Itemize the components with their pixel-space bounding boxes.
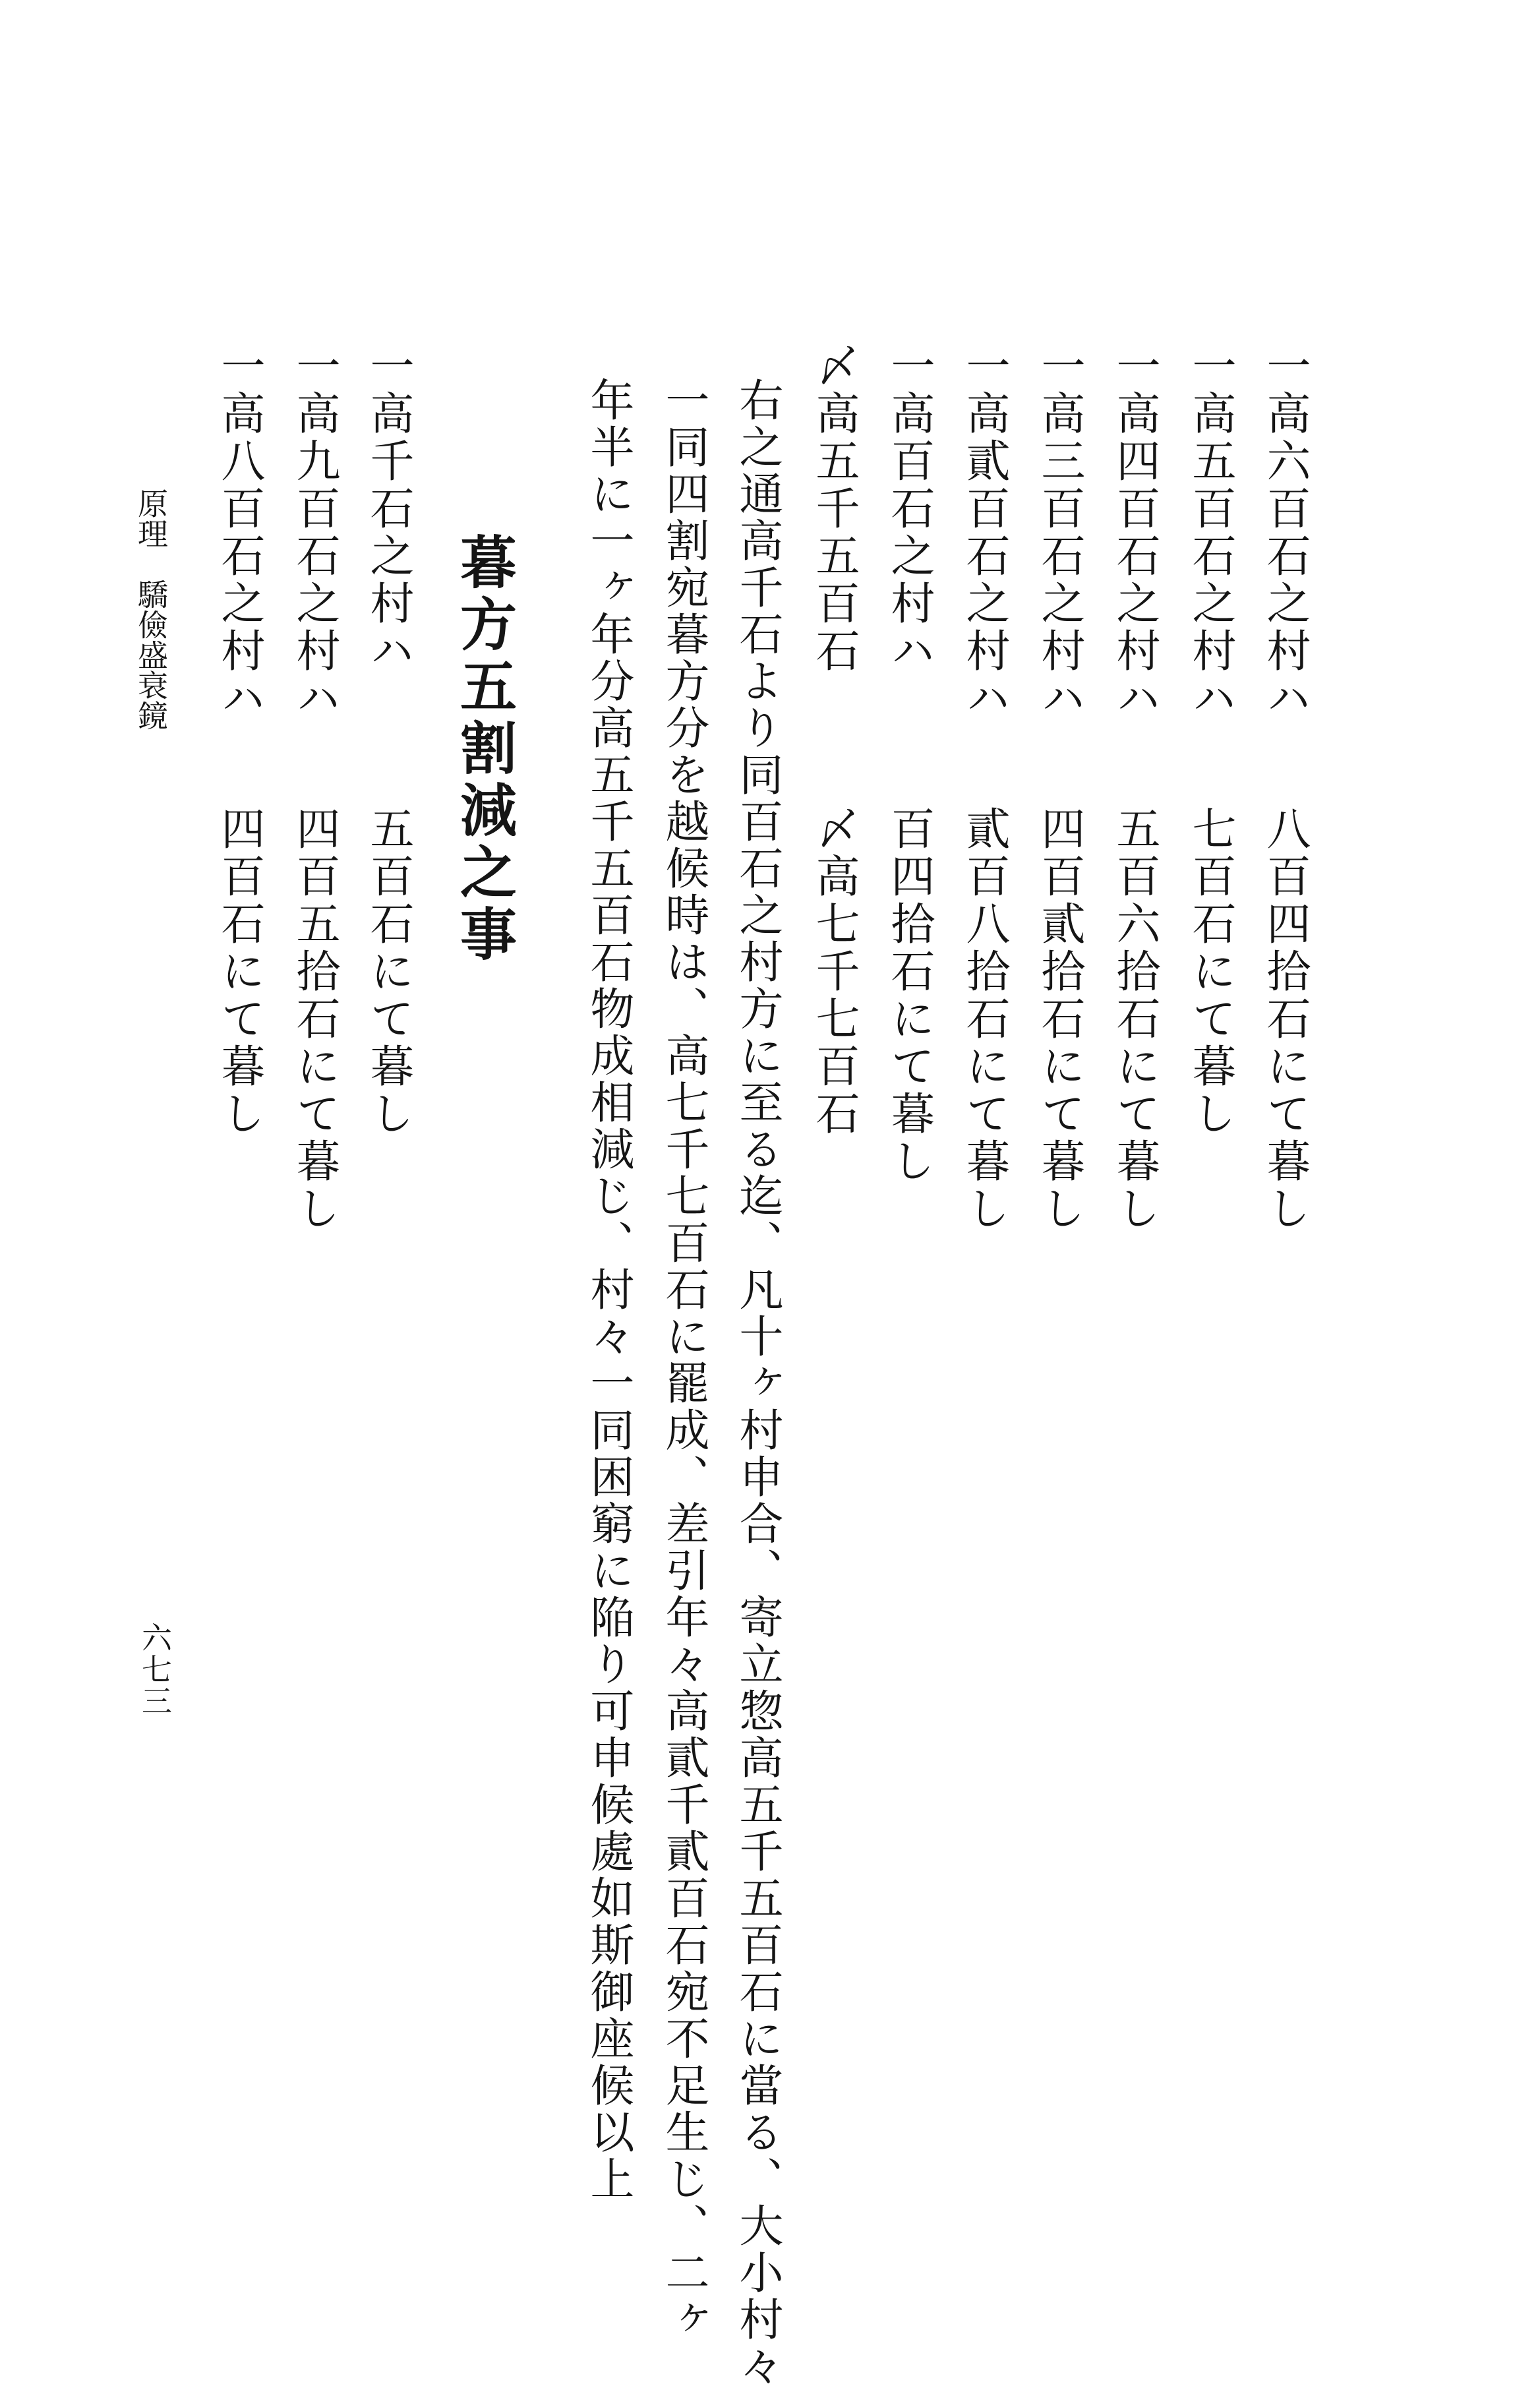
entry-tail: 貳百八拾石にて暮し xyxy=(959,806,1011,1233)
entry-head: 一高千石之村ハ xyxy=(363,343,415,675)
entry-column xyxy=(1260,343,1311,723)
entry-column-value xyxy=(1034,806,1086,1233)
entry-head: 一高八百石之村ハ xyxy=(214,343,266,723)
entry-head: 一高貳百石之村ハ xyxy=(959,343,1011,723)
entry-tail: 五百石にて暮し xyxy=(363,806,415,1138)
total-column-value xyxy=(809,806,860,1138)
paragraph-line: 右之通高千石より同百石之村方に至る迄、凡十ヶ村申合、寄立惣高五千五百石に當る、大小村々 xyxy=(732,377,784,2390)
page-number: 六七三 xyxy=(137,1622,173,1717)
paragraph-line: 年半に一ヶ年分高五千五百石物成相減じ、村々一同困窮に陥り可申候處如斯御座候以上 xyxy=(583,377,635,2203)
entry-column-value xyxy=(289,806,341,1233)
entry-tail: 百四拾石にて暮し xyxy=(884,806,935,1185)
entry-tail: 四百貳拾石にて暮し xyxy=(1034,806,1086,1233)
entry-head: 一高百石之村ハ xyxy=(884,343,935,675)
entry-head: 一高九百石之村ハ xyxy=(289,343,341,723)
entry-column xyxy=(1185,343,1237,723)
entry-column xyxy=(289,343,341,723)
entry-tail: 五百六拾石にて暮し xyxy=(1110,806,1161,1233)
entry-head: 一高六百石之村ハ xyxy=(1260,343,1311,723)
entry-tail: 四百五拾石にて暮し xyxy=(289,806,341,1233)
entry-column-value xyxy=(1110,806,1161,1233)
running-title: 原理 驕儉盛衰鏡 xyxy=(133,488,169,731)
total-head: 〆高五千五百石 xyxy=(809,343,860,675)
paragraph-line: 一同四割宛暮方分を越候時は、高七千七百石に罷成、差引年々高貳千貳百石宛不足生じ、二ヶ xyxy=(659,377,710,2343)
entry-column xyxy=(1034,343,1086,723)
entry-head: 一高四百石之村ハ xyxy=(1110,343,1161,723)
entry-column-value xyxy=(884,806,935,1185)
entry-column xyxy=(1110,343,1161,723)
entry-column xyxy=(884,343,935,675)
entry-column xyxy=(959,343,1011,723)
entry-tail: 七百石にて暮し xyxy=(1185,806,1237,1138)
total-tail: 〆高七千七百石 xyxy=(809,806,860,1138)
entry-column-value xyxy=(363,806,415,1138)
entry-column-value xyxy=(1260,806,1311,1233)
entry-column-value xyxy=(1185,806,1237,1138)
entry-column-value xyxy=(959,806,1011,1233)
entry-head: 一高三百石之村ハ xyxy=(1034,343,1086,723)
entry-tail: 四百石にて暮し xyxy=(214,806,266,1138)
entry-column xyxy=(363,343,415,675)
entry-tail: 八百四拾石にて暮し xyxy=(1260,806,1311,1233)
total-column xyxy=(809,343,860,675)
entry-head: 一高五百石之村ハ xyxy=(1185,343,1237,723)
entry-column xyxy=(214,343,266,723)
section-heading: 暮方五割減之事 xyxy=(450,533,517,967)
entry-column-value xyxy=(214,806,266,1138)
